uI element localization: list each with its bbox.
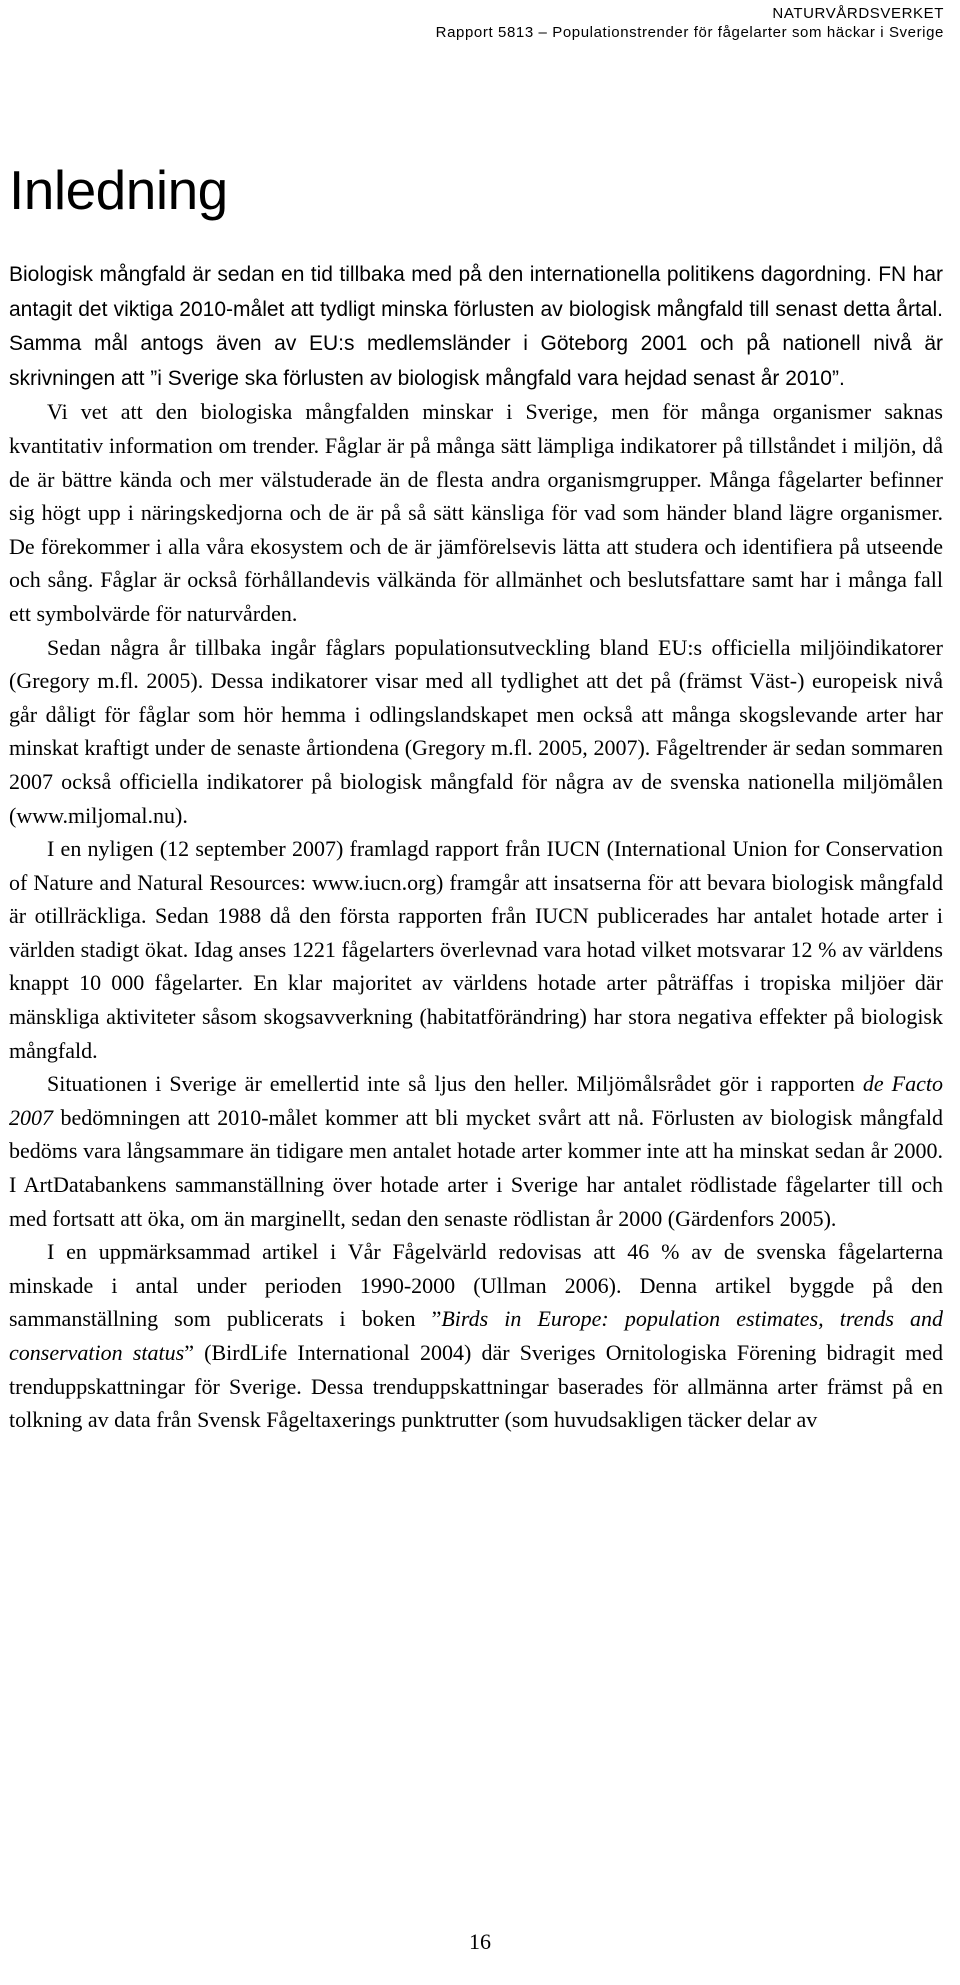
paragraph-intro (9, 257, 943, 395)
page-number: 16 (469, 1929, 491, 1954)
paragraph-sweden-situation (9, 1067, 943, 1235)
body-text (9, 257, 943, 1437)
header-report-title: Rapport 5813 – Populationstrender för fågelarter som häckar i Sverige (435, 24, 944, 41)
paragraph-text: Vi vet att den biologiska mångfalden minskar i Sverige, men för många organismer saknas kvantitativ information om trender. Fåglar är på många sätt lämpliga indikatorer på tillståndet i miljön, då de är bättre kända och mer välstuderade än de flesta andra organismgrupper. Många fågelarter befinner sig högt upp i näringskedjorna och de är på så sätt känsliga för vad som händer bland lägre organismer. De förekommer i alla våra ekosystem och de är jämförelsevis lätta att studera och identifiera på utseende och sång. Fåglar är också förhållandevis välkända för allmänhet och beslutsfattare samt har i många fall ett symbolvärde för naturvården. (9, 399, 943, 626)
paragraph-text: I en uppmärksammad artikel i Vår Fågelvärld redovisas att 46 % av de svenska fågelarterna minskade i antal under perioden 1990-2000 (Ullman 2006). Denna artikel byggde på den sammanställning som publicerats i boken ” (9, 1239, 943, 1332)
paragraph-iucn (9, 832, 943, 1067)
paragraph-article (9, 1235, 943, 1437)
header-org: NATURVÅRDSVERKET (772, 5, 944, 22)
paragraph-text: Situationen i Sverige är emellertid inte så ljus den heller. Miljömålsrådet gör i rapporten (47, 1071, 863, 1097)
paragraph-text: I en nyligen (12 september 2007) framlagd rapport från IUCN (International Union for Conservation of Nature and Natural Resources: www.iucn.org) framgår att insatserna för att bevara biologisk mångfald är otillräckliga. Sedan 1988 då den första rapporten från IUCN publicerades har antalet hotade arter i världen stadigt ökat. Idag anses 1221 fågelarters överlevnad vara hotad vilket motsvarar 12 % av världens knappt 10 000 fågelarter. En klar majoritet av världens hotade arter påträffas i tropiska miljöer där mänskliga aktiviteter såsom skogsavverkning (habitatförändring) har stora negativa effekter på biologisk mångfald. (9, 836, 943, 1063)
italic-report-title: de Facto 2007 (9, 1071, 943, 1130)
paragraph-eu-indicators (9, 631, 943, 833)
paragraph-birds-indicators (9, 395, 943, 630)
paragraph-text: Samma mål antogs även av EU:s medlemsländer i Göteborg 2001 och på nationell nivå är skrivningen att ”i Sverige ska förlusten av biologisk mångfald vara hejdad senast år 2010”. (9, 332, 943, 390)
paragraph-text: Biologisk mångfald är sedan en tid tillbaka med på den internationella politikens dagordning. FN har antagit det viktiga 2010-målet att tydligt minska förlusten av biologisk mångfald till senast detta årtal. (9, 263, 943, 321)
paragraph-text: ” (BirdLife International 2004) där Sveriges Ornitologiska Förening bidragit med trenduppskattningar för Sverige. Dessa trenduppskattningar baserades för allmänna arter främst på en tolkning av data från Svensk Fågeltaxerings punktrutter (som huvudsakligen täcker delar av (9, 1340, 944, 1433)
paragraph-text: bedömningen att 2010-målet kommer att bli mycket svårt att nå. Förlusten av biologisk mångfald bedöms vara långsammare än tidigare men antalet hotade arter kommer inte att ha minskat sedan år 2000. I ArtDatabankens sammanställning över hotade arter i Sverige har antalet rödlistade fågelarter till och med fortsatt att öka, om än marginellt, sedan den senaste rödlistan år 2000 (Gärdenfors 2005). (9, 1104, 943, 1231)
running-header (436, 4, 944, 43)
italic-book-title: Birds in Europe: population estimates, trends and conservation status (9, 1306, 943, 1365)
paragraph-text: Sedan några år tillbaka ingår fåglars populationsutveckling bland EU:s officiella miljöindikatorer (Gregory m.fl. 2005). Dessa indikatorer visar med all tydlighet att det på (främst Väst-) europeisk nivå går dåligt för fåglar som hör hemma i odlingslandskapet men också att många skogslevande arter har minskat kraftigt under de senaste årtiondena (Gregory m.fl. 2005, 2007). Fågeltrender är sedan sommaren 2007 också officiella indikatorer på biologisk mångfald för några av de svenska nationella miljömålen (www.miljomal.nu). (9, 634, 943, 828)
section-title: Inledning (9, 159, 228, 221)
